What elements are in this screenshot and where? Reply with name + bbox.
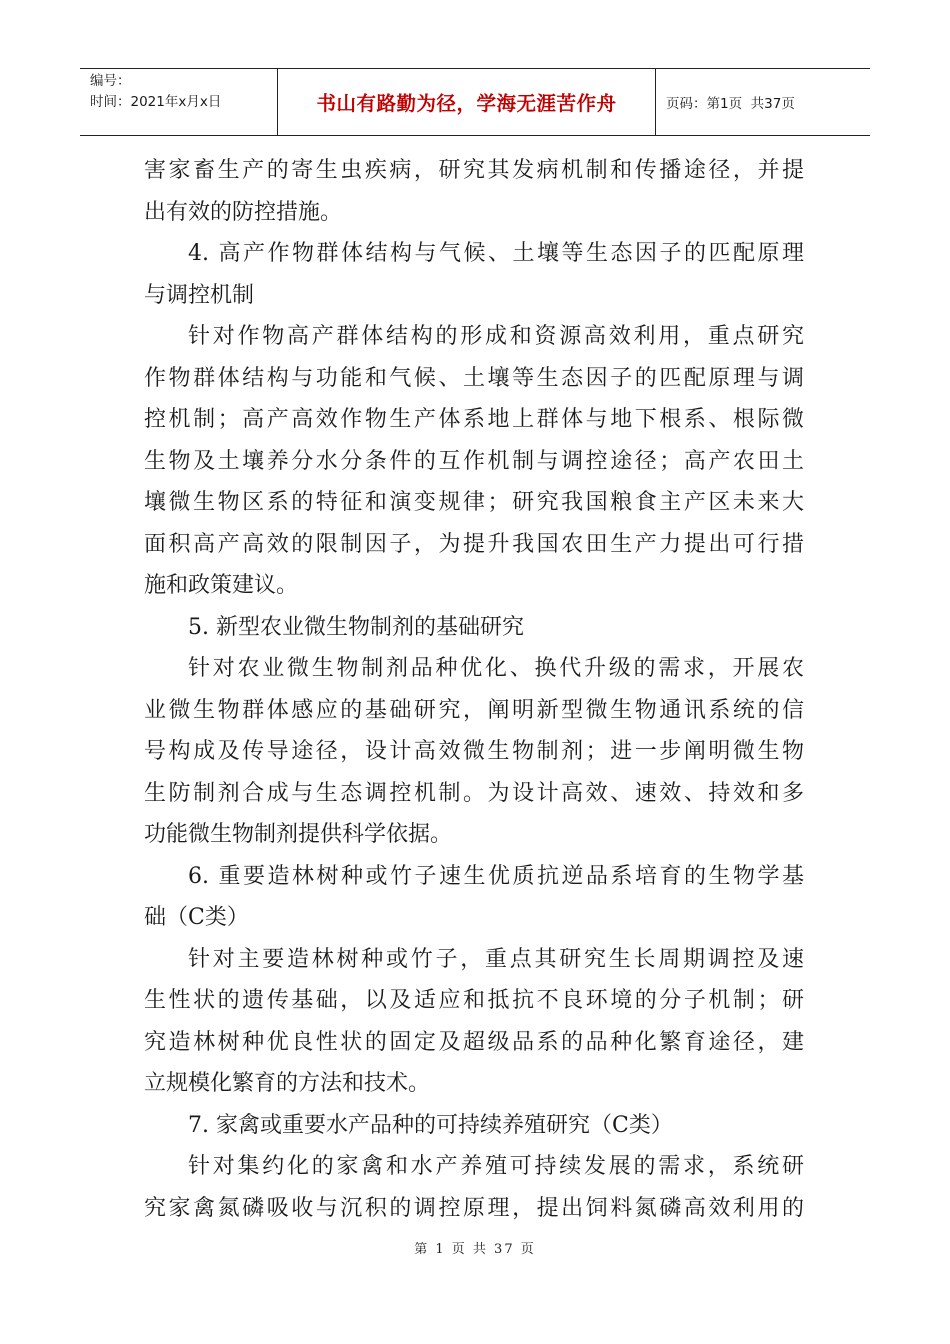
body-text-line: 5. 新型农业微生物制剂的基础研究 bbox=[188, 614, 524, 640]
body-text-line: 生性状的遗传基础，以及适应和抵抗不良环境的分子机制；研 bbox=[144, 988, 804, 1013]
body-text-line: 施和政策建议。 bbox=[144, 573, 299, 598]
body-text-line: 础（C类） bbox=[144, 905, 249, 930]
body-text-line: 控机制；高产高效作物生产体系地上群体与地下根系、根际微 bbox=[144, 407, 804, 432]
body-text-line: 业微生物群体感应的基础研究，阐明新型微生物通讯系统的信 bbox=[144, 697, 804, 723]
body-text-line: 作物群体结构与功能和气候、土壤等生态因子的匹配原理与调 bbox=[144, 365, 804, 391]
page-footer: 第 1 页 共 37 页 bbox=[414, 1242, 536, 1257]
document-number-label: 编号： bbox=[90, 73, 131, 89]
body-text-line: 究家禽氮磷吸收与沉积的调控原理，提出饲料氮磷高效利用的 bbox=[144, 1195, 804, 1221]
body-text-line: 4. 高产作物群体结构与气候、土壤等生态因子的匹配原理 bbox=[188, 241, 804, 266]
body-text-line: 立规模化繁育的方法和技术。 bbox=[144, 1071, 431, 1096]
body-text-line: 6. 重要造林树种或竹子速生优质抗逆品系培育的生物学基 bbox=[188, 863, 804, 889]
body-text-line: 出有效的防控措施。 bbox=[144, 199, 343, 225]
body-text-line: 壤微生物区系的特征和演变规律；研究我国粮食主产区未来大 bbox=[144, 490, 804, 515]
body-text-line: 与调控机制 bbox=[144, 282, 255, 308]
body-text-line: 号构成及传导途径，设计高效微生物制剂；进一步阐明微生物 bbox=[144, 739, 804, 764]
body-text-line: 针对集约化的家禽和水产养殖可持续发展的需求，系统研 bbox=[188, 1154, 804, 1179]
body-text-line: 针对农业微生物制剂品种优化、换代升级的需求，开展农 bbox=[188, 656, 804, 681]
header-page-info: 页码：第1页 共37页 bbox=[666, 96, 795, 112]
body-text-line: 生物及土壤养分水分条件的互作机制与调控途径；高产农田土 bbox=[144, 448, 804, 474]
body-text-line: 害家畜生产的寄生虫疾病，研究其发病机制和传播途径，并提 bbox=[144, 158, 804, 183]
document-body bbox=[144, 150, 804, 1229]
body-text-line: 究造林树种优良性状的固定及超级品系的品种化繁育途径，建 bbox=[144, 1029, 804, 1055]
header-motto: 书山有路勤为径，学海无涯苦作舟 bbox=[278, 69, 656, 135]
body-text-line: 面积高产高效的限制因子，为提升我国农田生产力提出可行措 bbox=[144, 531, 804, 557]
header-meta-cell bbox=[80, 69, 278, 135]
body-text-line: 功能微生物制剂提供科学依据。 bbox=[144, 822, 453, 847]
document-header bbox=[80, 68, 870, 136]
body-text-line: 生防制剂合成与生态调控机制。为设计高效、速效、持效和多 bbox=[144, 780, 804, 806]
document-time-label: 时间：2021年x月x日 bbox=[90, 94, 222, 110]
body-text-line: 针对主要造林树种或竹子，重点其研究生长周期调控及速 bbox=[188, 946, 804, 972]
body-text-line: 针对作物高产群体结构的形成和资源高效利用，重点研究 bbox=[188, 324, 804, 349]
body-text-line: 7. 家禽或重要水产品种的可持续养殖研究（C类） bbox=[188, 1112, 673, 1138]
